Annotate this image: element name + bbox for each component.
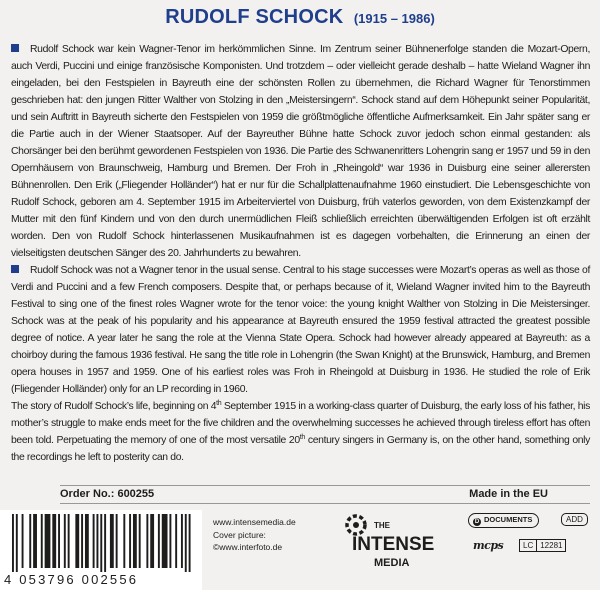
barcode-bar <box>129 514 131 568</box>
barcode-bar <box>110 514 114 568</box>
divider-top <box>60 485 590 486</box>
barcode-digits: 4 053796 002556 <box>4 572 139 587</box>
german-text: Rudolf Schock war kein Wagner-Tenor im herkömmlichen Sinne. Im Zentrum seiner Bühnenerfolge standen die Mozart-Opern, auch Verdi, Puccini und einige französische Komponisten. Und trotzdem – oder vielleicht gerade deshalb – hatte Wieland Wagner ihn eingeladen, bei den Festspielen in Bayreuth eine der schönsten Rollen zu übernehmen, die Richard Wagner für Tenorstimmen geschrieben hat: den jungen Ritter Walther von Stolzing in den „Meistersingern“. Schock stand auf dem Höhepunkt seiner Popularität, und sein Auftritt in Bayreuth sicherte den Festspielen von 1959 die größtmögliche öffentliche Aufmerksamkeit. Ein Jahr später sang er die Partie auch in der Wiener Staatsoper. Auf der Bayreuther Bühne hatte Schock zuvor jedoch schon einmal gestanden: als Chorsänger bei den berühmt gewordenen Festspielen von 1936. Die Partie des Schwanenritters Lohengrin sang er 1957 und 59 in den Opernhäusern von Braunschweig, Hamburg und Bremen. Der Froh in „Rheingold“ war 1936 in Duisburg eine seiner allerersten Bühnenrollen. Den Erik („Fliegender Holländer“) hat er nur für die Schallplattenaufnahme 1960 einstudiert. Die Lebensgeschichte von Rudolf Schock, geboren am 4. September 1915 im Arbeiterviertel von Duisburg, früh vaterlos geworden, von dem Existenzkampf der Mutter mit den fünf Kindern und von den durch unermüdlichen Fleiß schließlich erreichten überwältigenden Erfolgen ist oft erzählt worden. Den von Rudolf Schock hinterlassenen Musikaufnahmen ist es dagegen vorbehalten, die Erinnerung an einen der vielseitigsten deutschen Sänger des 20. Jahrhunderts zu bewahren. <box>11 44 590 259</box>
label-logo-icon <box>342 511 452 581</box>
english-paragraph-2 <box>11 398 590 466</box>
barcode-bar <box>116 514 118 568</box>
barcode-bar <box>185 514 187 572</box>
english-text-1: Rudolf Schock was not a Wagner tenor in the usual sense. Central to his stage successes were Mozart’s operas as well as those of Verdi and Puccini and a few French composers. Despite that, or perhaps because of it, Wieland Wagner invited him to the Bayreuth Festival to sing one of the finest roles Wagner wrote for the tenor voice: the young knight Walther von Stolzing in Die Meistersinger. Schock was at the peak of his popularity and his appearance at Bayreuth ensured the 1959 festival attracted the greatest possible degree of notice. A year later he sang the role at the Vienna State Opera. Schock had however already appeared at Bayreuth: as a choirboy during the famous 1936 festival. He sang the title role in Lohengrin (the Swan Knight) at the Brunswick, Hamburg, and Bremen opera houses in 1957 and 1959. One of his earliest roles was Froh in Rheingold at Duisburg in 1936. He studied the role of Erik (Fliegender Holländer) only for an LP recording in 1960. <box>11 265 590 395</box>
barcode-bar <box>52 514 56 568</box>
barcode-bar <box>96 514 98 568</box>
barcode-bar <box>58 514 60 568</box>
english-text-2a: The story of Rudolf Schock’s life, beginning on 4 <box>11 401 217 412</box>
ordinal-sup: th <box>216 400 222 407</box>
logo-circle-center <box>353 522 359 528</box>
add-badge: ADD <box>561 513 588 526</box>
barcode-bar <box>64 514 66 568</box>
barcode-bar <box>189 514 191 572</box>
barcode <box>0 510 202 590</box>
page-title <box>0 6 600 29</box>
barcode-bar <box>162 514 168 568</box>
mcps-logo: mcps <box>473 539 504 552</box>
lc-number: 12281 <box>536 540 565 551</box>
artist-name: RUDOLF SCHOCK <box>165 6 344 28</box>
german-paragraph <box>11 41 590 262</box>
ordinal-sup: th <box>299 434 305 441</box>
credits <box>213 516 296 554</box>
documents-text: DOCUMENTS <box>484 515 533 524</box>
barcode-bar <box>104 514 106 572</box>
barcode-bar <box>75 514 79 568</box>
barcode-bar <box>12 514 14 572</box>
barcode-bar <box>158 514 160 568</box>
artist-years: (1915 – 1986) <box>353 11 435 26</box>
documents-logo <box>468 513 539 528</box>
liner-notes <box>11 41 590 466</box>
barcode-bar <box>22 514 24 568</box>
barcode-bar <box>150 514 154 568</box>
cover-picture-credit: ©www.interfoto.de <box>213 542 283 552</box>
logo-media: MEDIA <box>374 557 410 569</box>
barcode-bar <box>29 514 31 568</box>
bullet-square-icon <box>11 44 19 52</box>
english-text-2b: September 1915 in a working-class quarter of Duisburg, the early loss of his father, his mother’s struggle to make ends meet for the five children and the overwhelming successes he achieved through tireless effort has often been told. Perpetuating the memory of one of the most versatile 20 <box>11 401 590 446</box>
barcode-bar <box>181 514 183 568</box>
barcode-bar <box>175 514 177 568</box>
english-paragraph-1 <box>11 262 590 398</box>
made-in-eu: Made in the EU <box>469 488 548 500</box>
barcode-bar <box>123 514 125 568</box>
website-link[interactable]: www.intensemedia.de <box>213 517 296 527</box>
barcode-bar <box>33 514 37 568</box>
bullet-square-icon <box>11 265 19 273</box>
barcode-bar <box>169 514 171 568</box>
english-text-2c: century singers in Germany is, on the other hand, something only the recordings he left to posterity can do. <box>11 435 590 463</box>
rights-logos <box>468 513 598 583</box>
barcode-bar <box>139 514 141 568</box>
barcode-bars-icon <box>8 514 196 572</box>
barcode-bar <box>93 514 95 568</box>
barcode-bar <box>146 514 148 568</box>
barcode-bar <box>45 514 51 568</box>
barcode-bar <box>85 514 89 568</box>
documents-icon: D <box>474 519 480 525</box>
barcode-bar <box>16 514 18 572</box>
logo-intense: INTENSE <box>352 534 435 555</box>
cover-picture-label: Cover picture: <box>213 529 266 540</box>
divider-bottom <box>60 503 590 504</box>
barcode-bar <box>68 514 70 568</box>
barcode-bar <box>41 514 43 568</box>
lc-text: LC <box>523 541 534 550</box>
barcode-bar <box>133 514 137 568</box>
barcode-bar <box>100 514 102 572</box>
order-number: Order No.: 600255 <box>60 488 155 500</box>
logo-the: THE <box>374 521 390 530</box>
intense-media-logo <box>342 511 452 581</box>
barcode-bar <box>81 514 83 568</box>
label-code <box>519 539 566 552</box>
